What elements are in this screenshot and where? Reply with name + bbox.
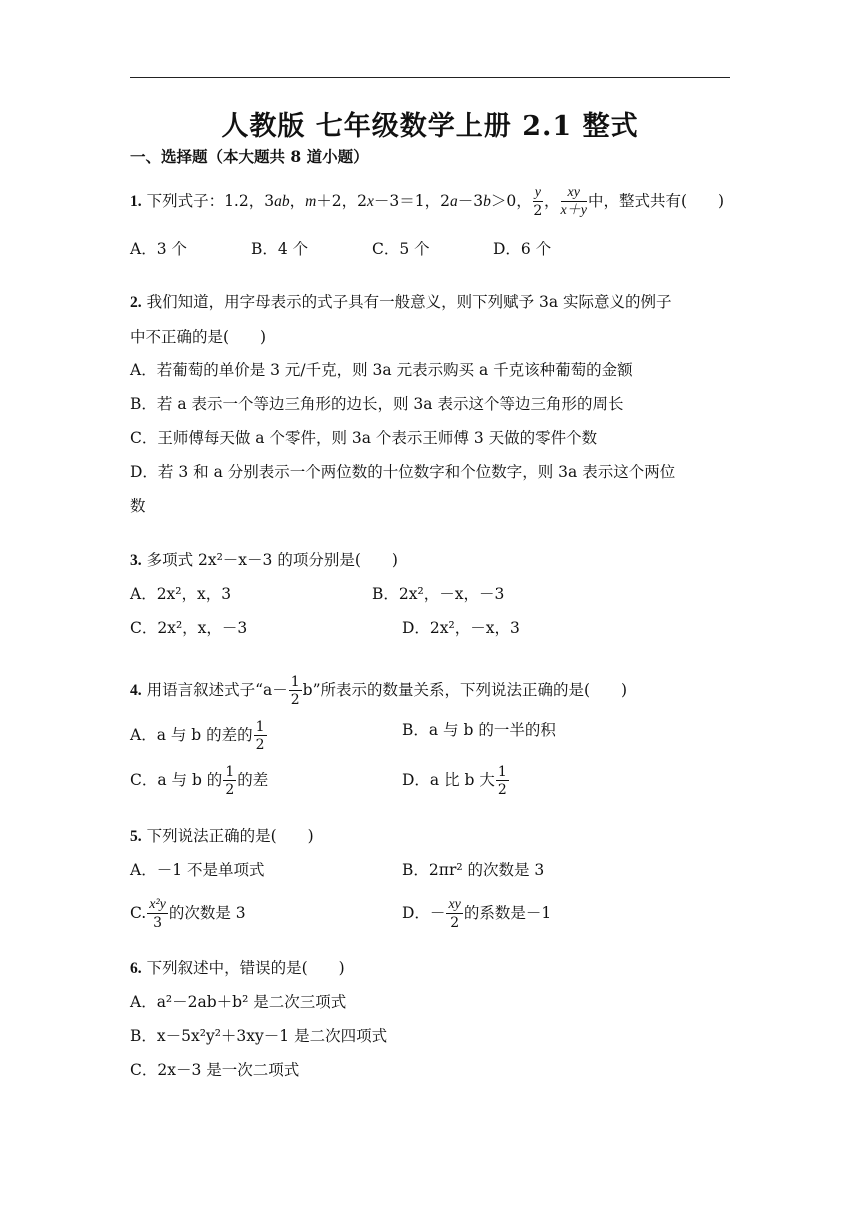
option-c: C．5 个	[372, 240, 430, 258]
question-4-option-b: B．a 与 b 的一半的积	[402, 721, 556, 739]
question-2-option-c: C．王师傅每天做 a 个零件，则 3a 个表示王师傅 3 天做的零件个数	[130, 429, 598, 447]
question-3-option-c: C．2x²，x，－3	[130, 619, 248, 637]
question-5-option-d: D．－ $\frac{xy}{2}$ 的系数是－1	[402, 897, 552, 931]
fraction-y-over-2: $\frac{y}{2}$	[533, 185, 543, 219]
question-2-option-b: B．若 a 表示一个等边三角形的边长，则 3a 表示这个等边三角形的周长	[130, 395, 624, 413]
fraction-xy-over-2: $\frac{xy}{2}$	[448, 897, 461, 931]
question-3-option-a: A．2x²，x，3	[130, 585, 232, 603]
question-2-option-d-cont: 数	[130, 497, 146, 515]
question-6-option-b: B．x－5x²y²＋3xy－1 是二次四项式	[130, 1027, 388, 1045]
question-2-option-d: D．若 3 和 a 分别表示一个两位数的十位数字和个位数字，则 3a 表示这个两位	[130, 463, 676, 481]
question-4-option-a: A．a 与 b 的差的 $\frac{1}{2}$	[130, 719, 265, 753]
question-5-option-a: A．－1 不是单项式	[130, 861, 265, 879]
question-2-stem-cont: 中不正确的是( )	[130, 328, 267, 346]
question-4-option-d: D．a 比 b 大 $\frac{1}{2}$	[402, 764, 507, 798]
question-4-option-c: C．a 与 b 的 $\frac{1}{2}$ 的差	[130, 764, 269, 798]
header-rule	[130, 77, 730, 78]
question-5-stem: 5. 下列说法正确的是( )	[130, 827, 314, 845]
question-3-option-b: B．2x²，－x，－3	[372, 585, 505, 603]
question-2-option-a: A．若葡萄的单价是 3 元/千克，则 3a 元表示购买 a 千克该种葡萄的金额	[130, 361, 633, 379]
question-4-stem: 4. 用语言叙述式子“a－ $\frac{1}{2}$ b”所表示的数量关系，下列说法正确的是( )	[130, 674, 628, 708]
fraction-xy-over-x-plus-y: $\frac{xy}{x+y}$	[560, 185, 587, 218]
question-1-stem: 1. 下列式子：1.2，3ab，m＋2，2x－3＝1，2a－3b＞0， $\frac{y}{2}$ ， $\frac{xy}{x+y}$ 中，整式共有( )	[130, 185, 725, 219]
question-3-option-d: D．2x²，－x，3	[402, 619, 520, 637]
question-3-stem: 3. 多项式 2x²－x－3 的项分别是( )	[130, 551, 398, 569]
question-6-option-a: A．a²－2ab＋b² 是二次三项式	[130, 993, 347, 1011]
fraction-x2y-over-3: $\frac{\text{x²y}}{3}$	[149, 897, 166, 931]
question-5-option-b: B．2πr² 的次数是 3	[402, 861, 545, 879]
fraction-half: $\frac{1}{2}$	[497, 764, 507, 798]
option-a: A．3 个	[130, 240, 187, 258]
fraction-half: $\frac{1}{2}$	[225, 764, 235, 798]
option-d: D．6 个	[493, 240, 552, 258]
question-6-stem: 6. 下列叙述中，错误的是( )	[130, 959, 345, 977]
question-5-option-c: C. $\frac{\text{x²y}}{3}$ 的次数是 3	[130, 897, 246, 931]
question-6-option-c: C．2x－3 是一次二项式	[130, 1061, 300, 1079]
fraction-half: $\frac{1}{2}$	[290, 674, 300, 708]
page-title: 人教版 七年级数学上册 2.1 整式	[221, 111, 639, 142]
question-1-options	[130, 239, 551, 259]
question-2-stem: 2. 我们知道，用字母表示的式子具有一般意义，则下列赋予 3a 实际意义的例子	[130, 293, 672, 311]
fraction-half: $\frac{1}{2}$	[255, 719, 265, 753]
option-b: B．4 个	[251, 240, 309, 258]
section-heading: 一、选择题（本大题共 8 道小题）	[130, 147, 369, 166]
